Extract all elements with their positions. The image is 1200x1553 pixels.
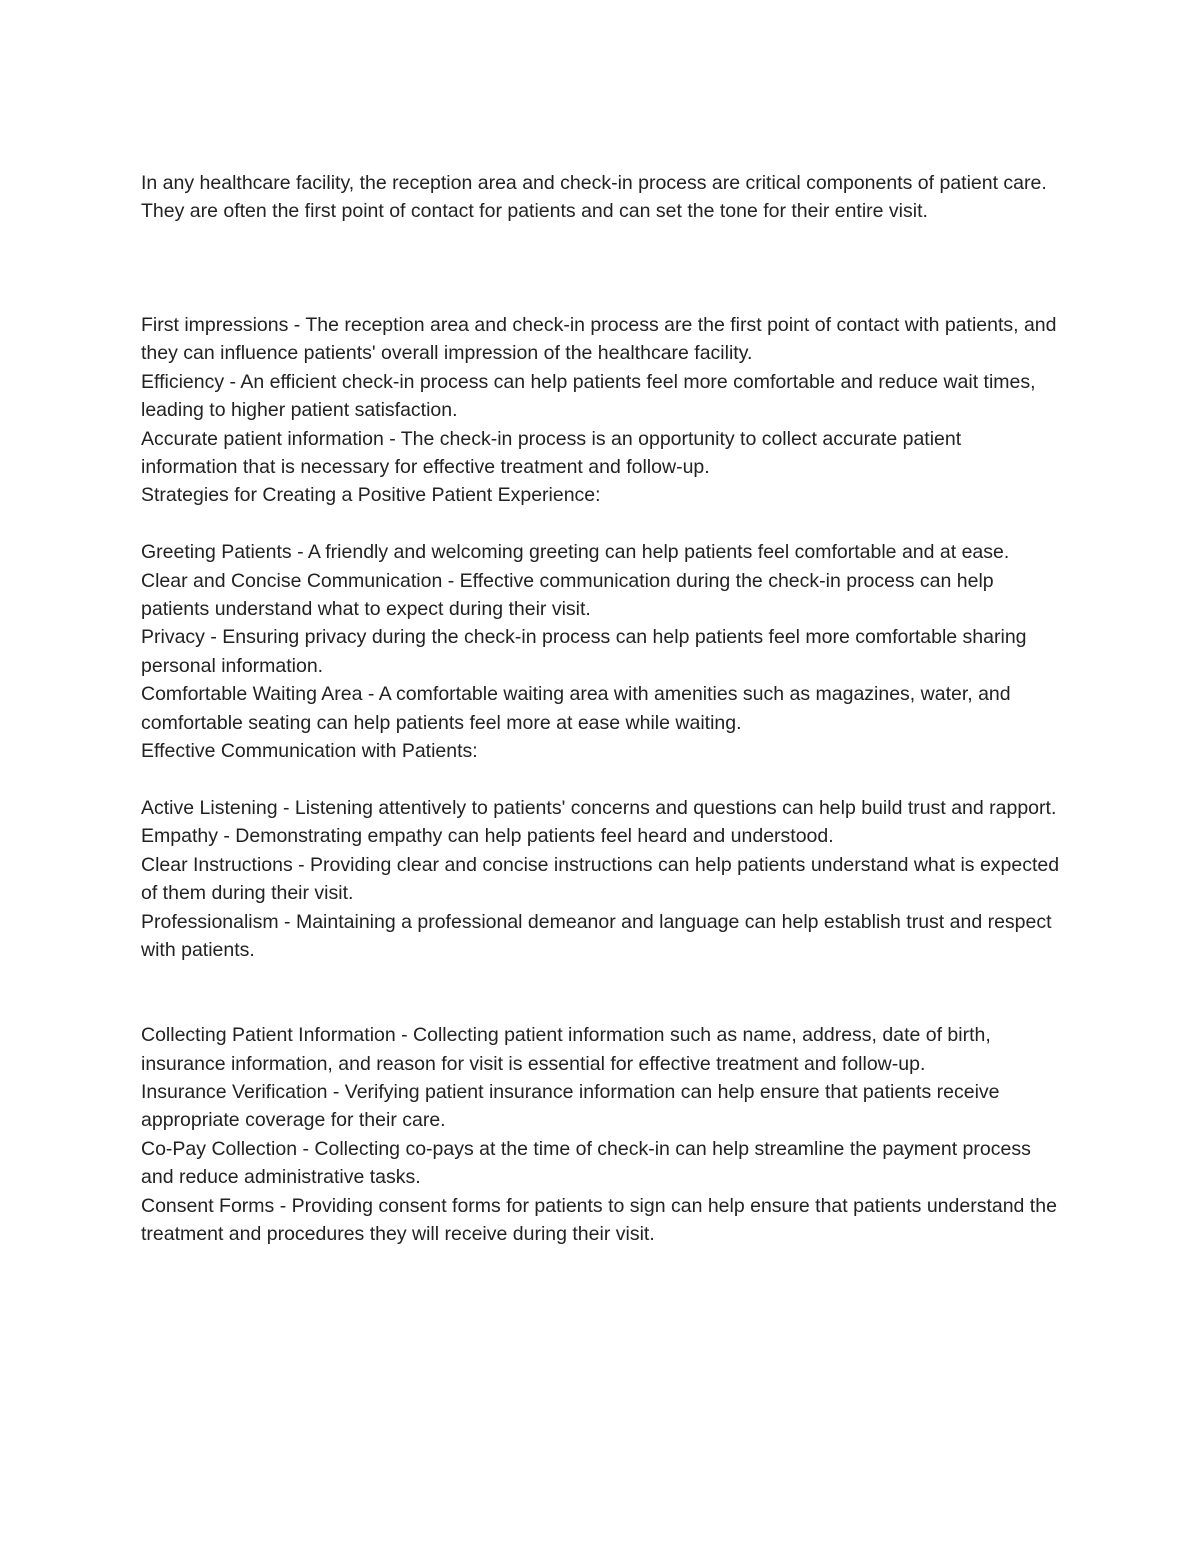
paragraph-active-listening: Active Listening - Listening attentively to patients' concerns and questions can help build trust and rapport. xyxy=(141,796,1057,819)
paragraph-copay: Co-Pay Collection - Collecting co-pays at the time of check-in can help streamline the payment process and reduce administrative tasks. xyxy=(141,1137,1031,1189)
intro-paragraph: In any healthcare facility, the reception area and check-in process are critical components of patient care. They are often the first point of contact for patients and can set the tone for their entire visit. xyxy=(141,172,1047,223)
spacer xyxy=(141,226,1061,311)
paragraph-communication: Clear and Concise Communication - Effective communication during the check-in process can help patients understand what to expect during their visit. xyxy=(141,569,994,621)
paragraph-collecting-info: Collecting Patient Information - Collecting patient information such as name, address, date of birth, insurance information, and reason for visit is essential for effective treatment and follow-up. xyxy=(141,1024,991,1075)
paragraph-insurance: Insurance Verification - Verifying patient insurance information can help ensure that patients receive appropriate coverage for their care. xyxy=(141,1080,1000,1132)
spacer xyxy=(141,964,1061,1021)
paragraph-first-impressions: First impressions - The reception area and check-in process are the first point of contact with patients, and they can influence patients' overall impression of the healthcare facility. xyxy=(141,314,1057,365)
paragraph-professionalism: Professionalism - Maintaining a professional demeanor and language can help establish trust and respect with patients. xyxy=(141,910,1052,961)
paragraph-clear-instructions: Clear Instructions - Providing clear and concise instructions can help patients understand what is expected of them during their visit. xyxy=(141,853,1060,905)
paragraph-empathy: Empathy - Demonstrating empathy can help patients feel heard and understood. xyxy=(141,825,834,848)
heading-effective-communication: Effective Communication with Patients: xyxy=(141,740,478,763)
spacer xyxy=(141,765,1061,793)
paragraph-accurate-info: Accurate patient information - The check-in process is an opportunity to collect accurate patient information that is necessary for effective treatment and follow-up. xyxy=(141,427,962,479)
spacer xyxy=(141,510,1061,538)
paragraph-greeting: Greeting Patients - A friendly and welcoming greeting can help patients feel comfortable and at ease. xyxy=(141,541,1010,564)
heading-strategies: Strategies for Creating a Positive Patient Experience: xyxy=(141,484,601,507)
paragraph-privacy: Privacy - Ensuring privacy during the check-in process can help patients feel more comfortable sharing personal information. xyxy=(141,626,1027,677)
paragraph-consent-forms: Consent Forms - Providing consent forms for patients to sign can help ensure that patients understand the treatment and procedures they will receive during their visit. xyxy=(141,1194,1057,1245)
document-body xyxy=(141,169,1061,1248)
paragraph-efficiency: Efficiency - An efficient check-in process can help patients feel more comfortable and reduce wait times, leading to higher patient satisfaction. xyxy=(141,370,1036,422)
paragraph-waiting-area: Comfortable Waiting Area - A comfortable waiting area with amenities such as magazines, water, and comfortable seating can help patients feel more at ease while waiting. xyxy=(141,683,1011,734)
